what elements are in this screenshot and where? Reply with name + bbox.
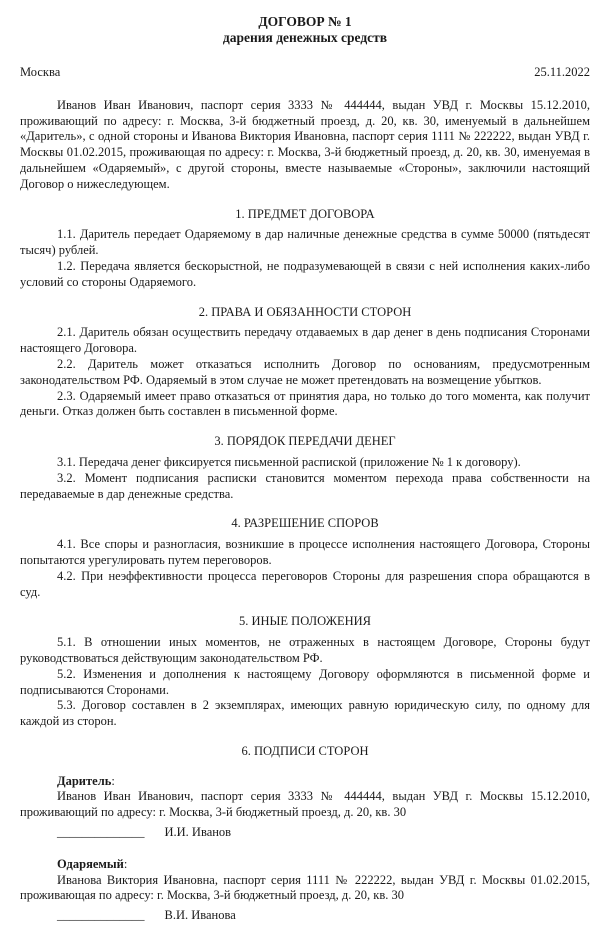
- section-heading-2: 2. ПРАВА И ОБЯЗАННОСТИ СТОРОН: [198, 304, 412, 319]
- signer-role-donor-colon: :: [111, 773, 115, 788]
- clause-3-1: 3.1. Передача денег фиксируется письменной распиской (приложение № 1 к договору).: [57, 454, 521, 469]
- signature-row-donor: [20, 825, 590, 841]
- clause-2-2: 2.2. Даритель может отказаться исполнить Договор по основаниям, предусмотренным законодательством РФ. Одаряемый в этом случае не может претендовать на возмещение убытков.: [20, 356, 590, 387]
- clause-4-1: 4.1. Все споры и разногласия, возникшие в процессе исполнения настоящего Договора, Стороны попытаются урегулировать путем переговоров.: [20, 537, 590, 567]
- signature-line-donor: ______________: [57, 825, 145, 840]
- clause-2-3: 2.3. Одаряемый имеет право отказаться от принятия дара, но только до того момента, как получит деньги. Отказ должен быть составлен в письменной форме.: [20, 388, 590, 419]
- clause-5-2: 5.2. Изменения и дополнения к настоящему Договору оформляются в письменной форме и подписываются Сторонами.: [20, 666, 590, 697]
- clause-4-2: 4.2. При неэффективности процесса переговоров Стороны для разрешения спора обращаются в суд.: [20, 568, 590, 599]
- section-heading-3: 3. ПОРЯДОК ПЕРЕДАЧИ ДЕНЕГ: [214, 434, 396, 449]
- clause-3-2: 3.2. Момент подписания расписки становится моментом перехода права собственности на передаваемые в дар денежные средства.: [20, 470, 590, 501]
- signer-role-recipient-colon: :: [123, 856, 128, 871]
- signer-role-donor-label: Даритель: [57, 773, 112, 788]
- section-heading-5: 5. ИНЫЕ ПОЛОЖЕНИЯ: [238, 614, 372, 629]
- clause-5-1: 5.1. В отношении иных моментов, не отраженных в настоящем Договоре, Стороны будут руководствоваться действующим законодательством РФ.: [20, 635, 590, 665]
- section-heading-6: 6. ПОДПИСИ СТОРОН: [241, 743, 369, 758]
- clause-5-3: 5.3. Договор составлен в 2 экземплярах, имеющих равную юридическую силу, по одному для каждой из сторон.: [20, 698, 590, 729]
- signer-role-recipient-label: Одаряемый: [57, 856, 124, 871]
- section-heading-1: 1. ПРЕДМЕТ ДОГОВОРА: [235, 206, 375, 221]
- date-label: 25.11.2022: [534, 65, 590, 79]
- signer-role-donor: [20, 774, 590, 790]
- signature-row-recipient: [20, 908, 590, 924]
- signature-block-recipient: [20, 857, 590, 924]
- signer-name-donor: И.И. Иванов: [164, 825, 232, 840]
- signer-details-recipient: Иванова Виктория Ивановна, паспорт серия 1111 № 222222, выдан УВД г. Москвы 01.02.2015, проживающая по адресу: г. Москва, 3-й бюджетный проезд, д. 20, кв. 30: [20, 872, 590, 903]
- preamble-paragraph: Иванов Иван Иванович, паспорт серия 3333 № 444444, выдан УВД г. Москвы 15.12.2010, проживающий по адресу: г. Москва, 3-й бюджетный проезд, д. 20, кв. 30, именуемый в дальнейшем «Даритель», с одной стороны и Иванова Виктория Ивановна, паспорт серия 1111 № 222222, выдан УВД г. Москвы 01.02.2015, проживающая по адресу: г. Москва, 3-й бюджетный проезд, д. 20, кв. 30, именуемая в дальнейшем «Одаряемый», с другой стороны, вместе называемые «Стороны», заключили настоящий Договор о нижеследующем.: [20, 97, 590, 191]
- signer-details-donor: Иванов Иван Иванович, паспорт серия 3333 № 444444, выдан УВД г. Москвы 15.12.2010, проживающий по адресу: г. Москва, 3-й бюджетный проезд, д. 20, кв. 30: [20, 789, 590, 820]
- signature-line-recipient: ______________: [57, 908, 145, 923]
- signer-role-recipient: [20, 857, 590, 873]
- city-date-row: [20, 65, 590, 81]
- city-label: Москва: [20, 65, 61, 79]
- contract-subtitle: дарения денежных средств: [222, 30, 388, 45]
- clause-1-2: 1.2. Передача является бескорыстной, не подразумевающей в связи с ней исполнения каких-либо условий со стороны Одаряемого.: [20, 258, 590, 289]
- signer-name-recipient: В.И. Иванова: [164, 908, 236, 923]
- clause-2-1: 2.1. Даритель обязан осуществить передачу отдаваемых в дар денег в день подписания Сторонами настоящего Договора.: [20, 325, 590, 356]
- contract-title: ДОГОВОР № 1: [258, 14, 352, 29]
- signature-block-donor: [20, 774, 590, 841]
- clause-1-1: 1.1. Даритель передает Одаряемому в дар наличные денежные средства в сумме 50000 (пятьдесят тысяч) рублей.: [20, 227, 590, 258]
- section-heading-4: 4. РАЗРЕШЕНИЕ СПОРОВ: [231, 516, 379, 531]
